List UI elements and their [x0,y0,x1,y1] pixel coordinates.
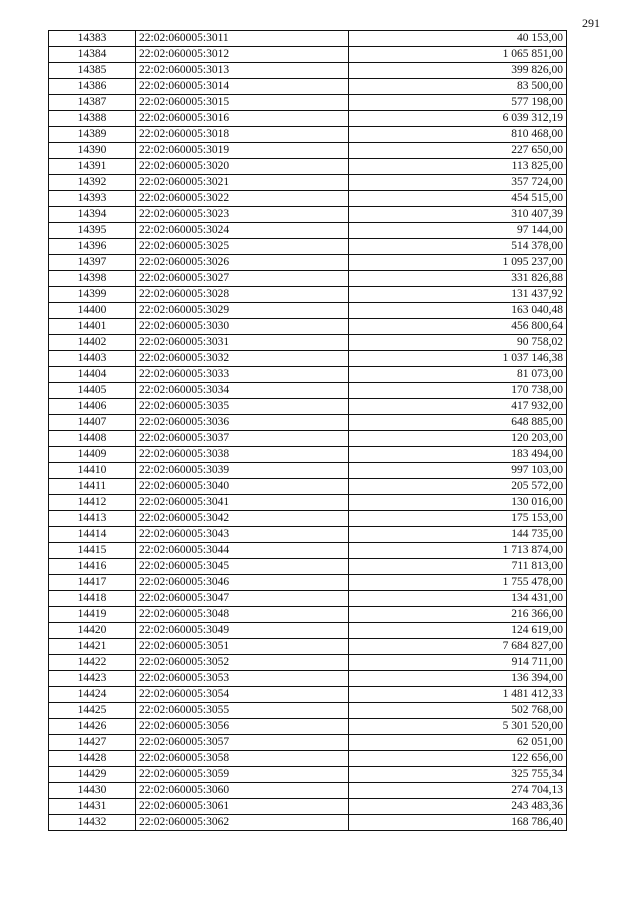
row-number-cell: 14409 [49,447,136,463]
cadastral-number-cell: 22:02:060005:3028 [136,287,349,303]
cadastral-number-cell: 22:02:060005:3016 [136,111,349,127]
cadastral-number-cell: 22:02:060005:3061 [136,799,349,815]
row-number-cell: 14401 [49,319,136,335]
row-number-cell: 14385 [49,63,136,79]
cadastral-number-cell: 22:02:060005:3043 [136,527,349,543]
value-cell: 243 483,36 [349,799,567,815]
row-number-cell: 14428 [49,751,136,767]
value-cell: 325 755,34 [349,767,567,783]
row-number-cell: 14388 [49,111,136,127]
table-row [49,255,567,271]
value-cell: 914 711,00 [349,655,567,671]
value-cell: 7 684 827,00 [349,639,567,655]
cadastral-number-cell: 22:02:060005:3044 [136,543,349,559]
row-number-cell: 14417 [49,575,136,591]
row-number-cell: 14412 [49,495,136,511]
table-row [49,735,567,751]
value-cell: 113 825,00 [349,159,567,175]
value-cell: 274 704,13 [349,783,567,799]
row-number-cell: 14387 [49,95,136,111]
value-cell: 1 755 478,00 [349,575,567,591]
cadastral-number-cell: 22:02:060005:3030 [136,319,349,335]
cadastral-number-cell: 22:02:060005:3024 [136,223,349,239]
table-row [49,367,567,383]
cadastral-number-cell: 22:02:060005:3053 [136,671,349,687]
table-row [49,495,567,511]
table-row [49,351,567,367]
row-number-cell: 14398 [49,271,136,287]
cadastral-number-cell: 22:02:060005:3045 [136,559,349,575]
value-cell: 163 040,48 [349,303,567,319]
row-number-cell: 14406 [49,399,136,415]
table-row [49,111,567,127]
table-row [49,559,567,575]
registry-table-body [49,31,567,831]
value-cell: 122 656,00 [349,751,567,767]
row-number-cell: 14391 [49,159,136,175]
table-row [49,639,567,655]
cadastral-number-cell: 22:02:060005:3049 [136,623,349,639]
table-row [49,479,567,495]
cadastral-number-cell: 22:02:060005:3018 [136,127,349,143]
table-row [49,623,567,639]
row-number-cell: 14425 [49,703,136,719]
value-cell: 1 095 237,00 [349,255,567,271]
row-number-cell: 14416 [49,559,136,575]
row-number-cell: 14395 [49,223,136,239]
row-number-cell: 14423 [49,671,136,687]
value-cell: 216 366,00 [349,607,567,623]
cadastral-number-cell: 22:02:060005:3058 [136,751,349,767]
table-row [49,719,567,735]
cadastral-number-cell: 22:02:060005:3038 [136,447,349,463]
cadastral-number-cell: 22:02:060005:3025 [136,239,349,255]
cadastral-number-cell: 22:02:060005:3035 [136,399,349,415]
cadastral-number-cell: 22:02:060005:3047 [136,591,349,607]
cadastral-number-cell: 22:02:060005:3015 [136,95,349,111]
cadastral-number-cell: 22:02:060005:3012 [136,47,349,63]
value-cell: 62 051,00 [349,735,567,751]
cadastral-number-cell: 22:02:060005:3048 [136,607,349,623]
table-row [49,415,567,431]
value-cell: 331 826,88 [349,271,567,287]
cadastral-number-cell: 22:02:060005:3011 [136,31,349,47]
cadastral-number-cell: 22:02:060005:3054 [136,687,349,703]
value-cell: 6 039 312,19 [349,111,567,127]
value-cell: 175 153,00 [349,511,567,527]
table-row [49,31,567,47]
value-cell: 40 153,00 [349,31,567,47]
cadastral-number-cell: 22:02:060005:3060 [136,783,349,799]
cadastral-number-cell: 22:02:060005:3056 [136,719,349,735]
table-row [49,127,567,143]
table-row [49,271,567,287]
table-row [49,319,567,335]
row-number-cell: 14431 [49,799,136,815]
row-number-cell: 14422 [49,655,136,671]
table-row [49,511,567,527]
cadastral-number-cell: 22:02:060005:3037 [136,431,349,447]
cadastral-number-cell: 22:02:060005:3046 [136,575,349,591]
value-cell: 83 500,00 [349,79,567,95]
row-number-cell: 14418 [49,591,136,607]
cadastral-number-cell: 22:02:060005:3019 [136,143,349,159]
table-row [49,383,567,399]
table-row [49,575,567,591]
cadastral-number-cell: 22:02:060005:3026 [136,255,349,271]
cadastral-number-cell: 22:02:060005:3052 [136,655,349,671]
cadastral-number-cell: 22:02:060005:3041 [136,495,349,511]
table-row [49,223,567,239]
row-number-cell: 14411 [49,479,136,495]
cadastral-number-cell: 22:02:060005:3027 [136,271,349,287]
value-cell: 454 515,00 [349,191,567,207]
row-number-cell: 14384 [49,47,136,63]
table-row [49,239,567,255]
value-cell: 997 103,00 [349,463,567,479]
value-cell: 1 037 146,38 [349,351,567,367]
value-cell: 310 407,39 [349,207,567,223]
value-cell: 456 800,64 [349,319,567,335]
row-number-cell: 14426 [49,719,136,735]
page-number: 291 [582,16,600,30]
value-cell: 357 724,00 [349,175,567,191]
table-row [49,47,567,63]
value-cell: 417 932,00 [349,399,567,415]
row-number-cell: 14429 [49,767,136,783]
value-cell: 1 481 412,33 [349,687,567,703]
row-number-cell: 14413 [49,511,136,527]
cadastral-number-cell: 22:02:060005:3036 [136,415,349,431]
cadastral-number-cell: 22:02:060005:3042 [136,511,349,527]
row-number-cell: 14424 [49,687,136,703]
table-row [49,751,567,767]
value-cell: 97 144,00 [349,223,567,239]
value-cell: 1 065 851,00 [349,47,567,63]
table-row [49,815,567,831]
row-number-cell: 14400 [49,303,136,319]
row-number-cell: 14430 [49,783,136,799]
value-cell: 90 758,02 [349,335,567,351]
cadastral-number-cell: 22:02:060005:3039 [136,463,349,479]
table-row [49,287,567,303]
cadastral-number-cell: 22:02:060005:3057 [136,735,349,751]
cadastral-number-cell: 22:02:060005:3033 [136,367,349,383]
table-row [49,431,567,447]
row-number-cell: 14427 [49,735,136,751]
row-number-cell: 14421 [49,639,136,655]
value-cell: 577 198,00 [349,95,567,111]
row-number-cell: 14405 [49,383,136,399]
row-number-cell: 14415 [49,543,136,559]
table-row [49,335,567,351]
table-row [49,159,567,175]
cadastral-number-cell: 22:02:060005:3022 [136,191,349,207]
value-cell: 5 301 520,00 [349,719,567,735]
table-row [49,143,567,159]
table-row [49,543,567,559]
table-row [49,527,567,543]
row-number-cell: 14392 [49,175,136,191]
value-cell: 711 813,00 [349,559,567,575]
table-row [49,191,567,207]
table-row [49,655,567,671]
row-number-cell: 14407 [49,415,136,431]
cadastral-number-cell: 22:02:060005:3023 [136,207,349,223]
value-cell: 131 437,92 [349,287,567,303]
cadastral-number-cell: 22:02:060005:3029 [136,303,349,319]
table-row [49,63,567,79]
registry-table [48,30,567,831]
value-cell: 124 619,00 [349,623,567,639]
value-cell: 502 768,00 [349,703,567,719]
value-cell: 134 431,00 [349,591,567,607]
table-row [49,591,567,607]
row-number-cell: 14414 [49,527,136,543]
row-number-cell: 14402 [49,335,136,351]
table-row [49,687,567,703]
value-cell: 205 572,00 [349,479,567,495]
row-number-cell: 14393 [49,191,136,207]
row-number-cell: 14397 [49,255,136,271]
table-row [49,95,567,111]
table-row [49,703,567,719]
value-cell: 1 713 874,00 [349,543,567,559]
value-cell: 120 203,00 [349,431,567,447]
table-row [49,767,567,783]
row-number-cell: 14399 [49,287,136,303]
table-row [49,671,567,687]
row-number-cell: 14386 [49,79,136,95]
cadastral-number-cell: 22:02:060005:3059 [136,767,349,783]
value-cell: 136 394,00 [349,671,567,687]
row-number-cell: 14396 [49,239,136,255]
row-number-cell: 14383 [49,31,136,47]
value-cell: 130 016,00 [349,495,567,511]
table-row [49,799,567,815]
value-cell: 168 786,40 [349,815,567,831]
row-number-cell: 14390 [49,143,136,159]
table-row [49,207,567,223]
value-cell: 227 650,00 [349,143,567,159]
cadastral-number-cell: 22:02:060005:3031 [136,335,349,351]
row-number-cell: 14404 [49,367,136,383]
row-number-cell: 14410 [49,463,136,479]
cadastral-number-cell: 22:02:060005:3055 [136,703,349,719]
cadastral-number-cell: 22:02:060005:3062 [136,815,349,831]
table-row [49,79,567,95]
value-cell: 399 826,00 [349,63,567,79]
value-cell: 144 735,00 [349,527,567,543]
row-number-cell: 14419 [49,607,136,623]
cadastral-number-cell: 22:02:060005:3013 [136,63,349,79]
row-number-cell: 14389 [49,127,136,143]
table-row [49,607,567,623]
row-number-cell: 14432 [49,815,136,831]
cadastral-number-cell: 22:02:060005:3021 [136,175,349,191]
value-cell: 183 494,00 [349,447,567,463]
value-cell: 514 378,00 [349,239,567,255]
table-row [49,175,567,191]
table-row [49,303,567,319]
cadastral-number-cell: 22:02:060005:3051 [136,639,349,655]
cadastral-number-cell: 22:02:060005:3034 [136,383,349,399]
table-row [49,447,567,463]
table-row [49,783,567,799]
table-row [49,399,567,415]
cadastral-number-cell: 22:02:060005:3014 [136,79,349,95]
value-cell: 648 885,00 [349,415,567,431]
cadastral-number-cell: 22:02:060005:3032 [136,351,349,367]
value-cell: 81 073,00 [349,367,567,383]
value-cell: 810 468,00 [349,127,567,143]
row-number-cell: 14408 [49,431,136,447]
row-number-cell: 14403 [49,351,136,367]
cadastral-number-cell: 22:02:060005:3020 [136,159,349,175]
cadastral-number-cell: 22:02:060005:3040 [136,479,349,495]
row-number-cell: 14394 [49,207,136,223]
row-number-cell: 14420 [49,623,136,639]
table-row [49,463,567,479]
value-cell: 170 738,00 [349,383,567,399]
